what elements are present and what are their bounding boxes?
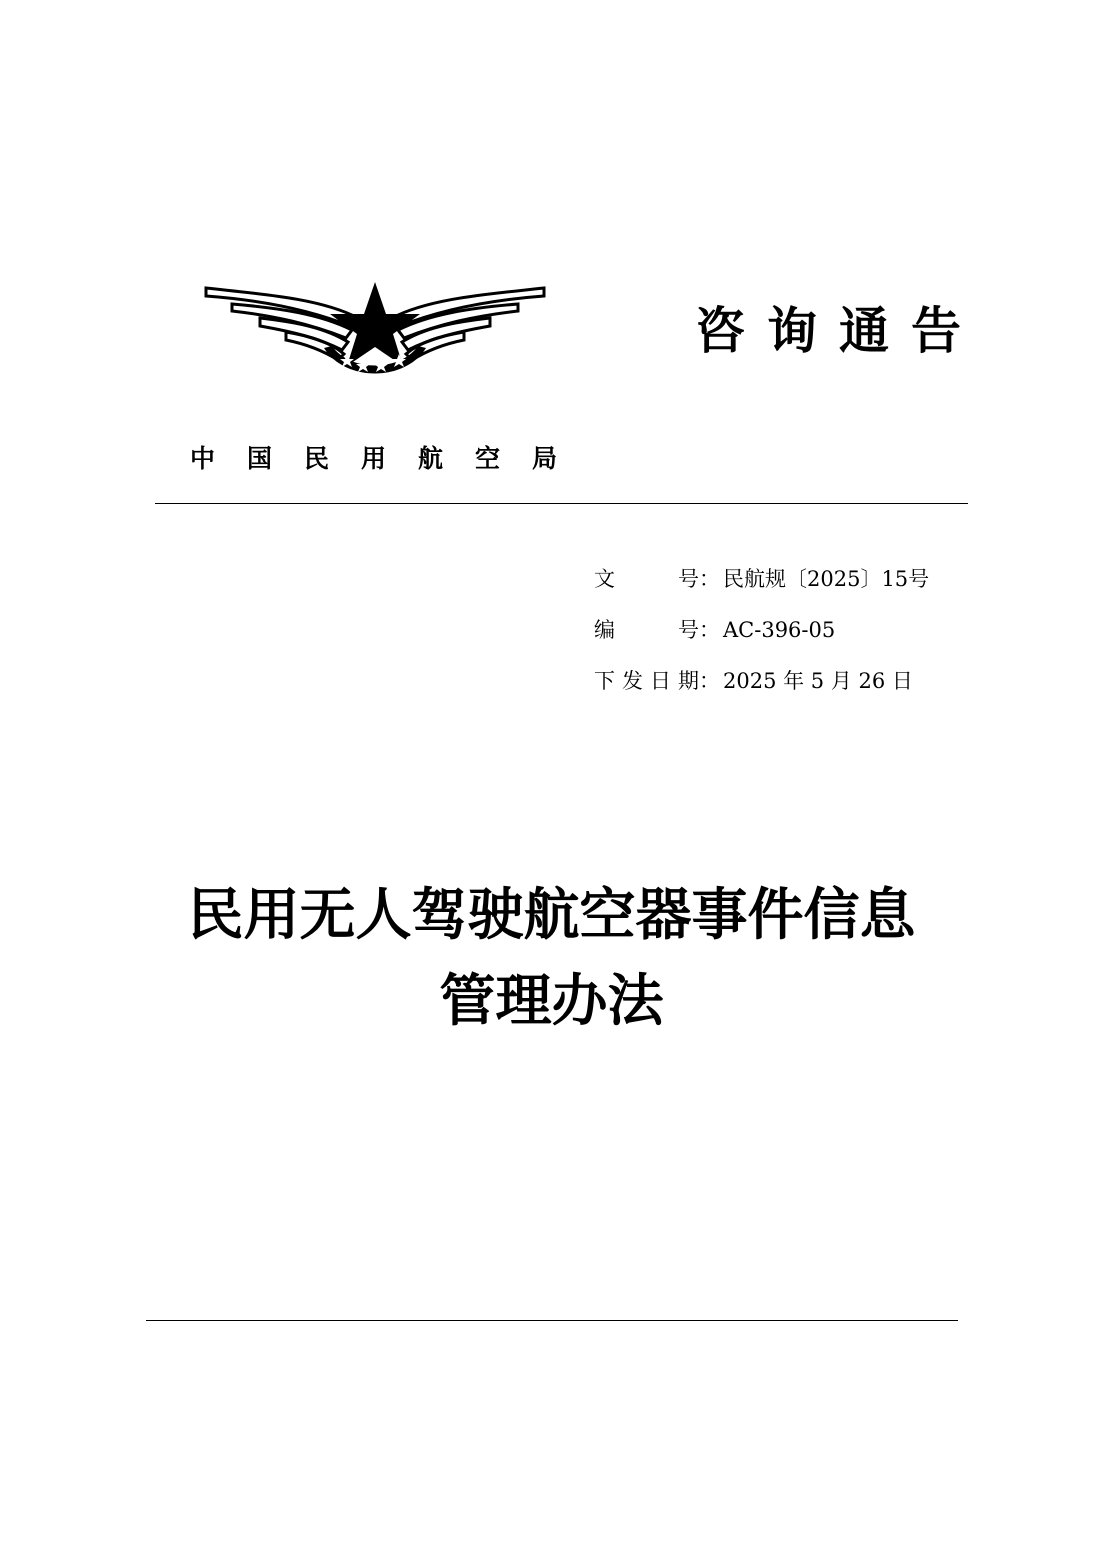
- metadata-row-issue-date: [594, 665, 929, 716]
- header-divider: [155, 503, 968, 504]
- metadata-label: 文号: [594, 567, 699, 591]
- footer-divider: [146, 1320, 958, 1321]
- caac-winged-star-emblem-icon: [200, 278, 550, 384]
- metadata-colon: ：: [699, 618, 720, 642]
- metadata-row-document-number: [594, 563, 929, 614]
- issuing-authority: 中国民用航空局: [190, 444, 590, 473]
- metadata-colon: ：: [699, 669, 720, 693]
- metadata-value: AC-396-05: [723, 618, 836, 642]
- metadata-label: 下发日期: [594, 669, 699, 693]
- metadata-value: 2025 年 5 月 26 日: [723, 669, 913, 693]
- metadata-label: 编号: [594, 618, 699, 642]
- metadata-colon: ：: [699, 567, 720, 591]
- document-title-line-1: 民用无人驾驶航空器事件信息: [187, 882, 916, 948]
- document-title-line-2: 管理办法: [439, 968, 664, 1034]
- document-title: [0, 872, 1103, 1044]
- metadata-row-serial-number: [594, 614, 929, 665]
- document-type-heading: 咨询通告: [695, 301, 983, 360]
- document-metadata: [594, 563, 929, 716]
- metadata-value: 民航规〔2025〕15号: [723, 567, 930, 591]
